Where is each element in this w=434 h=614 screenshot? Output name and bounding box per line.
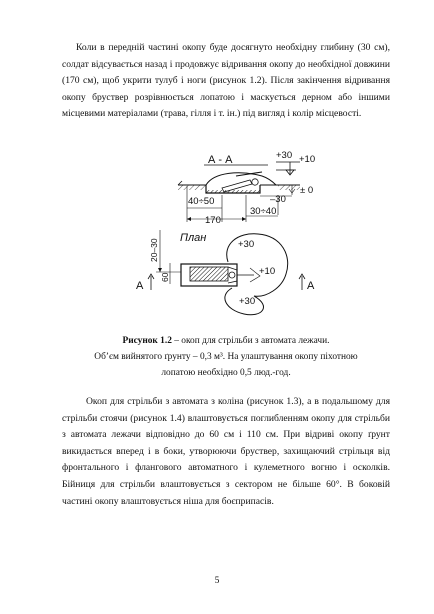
level-plus10-top: +10 <box>299 154 316 165</box>
caption-label: Рисунок 1.2 <box>122 336 172 346</box>
caption-labor-line: лопатою необхідно 0,5 люд.-год. <box>161 368 291 378</box>
figure-caption <box>60 333 392 349</box>
level-minus30: –30 <box>270 194 286 205</box>
caption-volume-line: Об’єм вийнятого ґрунту – 0,3 м³. На улаштування окопу піхотною <box>94 352 358 362</box>
section-arrow-right: А <box>307 280 315 292</box>
section-arrow-left: А <box>136 280 144 292</box>
plan-plus30-upper: +30 <box>238 239 255 250</box>
dim-170: 170 <box>205 215 221 226</box>
paragraph-intro: Коли в передній частині окопу буде досягнуто необхідну глибину (30 см), солдат відсувається назад і продовжує відривання окопу до необхідної довжини (170 см), щоб укрити тулуб і ноги (рисунок 1.2). Після закінчення відривання окопу бруствер розрівнюється лопатою і маскується дерном або іншими місцевими матеріалами (трава, гілля і т. ін.) під вигляд і колір місцевості. <box>62 42 390 120</box>
dim-60: 60 <box>160 272 170 282</box>
plan-label: План <box>180 232 207 244</box>
dim-20-30: 20–30 <box>149 238 159 262</box>
section-label: А - А <box>208 154 233 166</box>
level-zero: ± 0 <box>300 185 314 196</box>
plan-view <box>136 230 315 315</box>
level-plus30-top: +30 <box>276 150 293 161</box>
caption-text: – окоп для стрільби з автомата лежачи. <box>171 336 330 346</box>
paragraph-kneeling-trench: Окоп для стрільби з автомата з коліна (рисунок 1.3), а в подальшому для стрільби стоячи (рисунок 1.4) влаштовується поглибленням окопу для стрільби з автомата лежачи відповідно до 60 см і 110 см. При відриві окопу ґрунт викидається вперед і в боки, утворюючи бруствер, захищаючий стрільця від фронтального і флангового автоматного і кулеметного вогню і осколків. Бійниця для стрільби влаштовується з сектором не більше 60°. В боковій частині окопу влаштовується ніша для боєприпасів. <box>62 396 390 507</box>
dim-30-40: 30÷40 <box>250 206 277 217</box>
page-number: 5 <box>214 576 220 586</box>
plan-plus10: +10 <box>259 266 276 277</box>
plan-plus30-lower: +30 <box>239 296 256 307</box>
dim-40-50: 40÷50 <box>188 196 215 207</box>
section-view <box>178 150 315 226</box>
